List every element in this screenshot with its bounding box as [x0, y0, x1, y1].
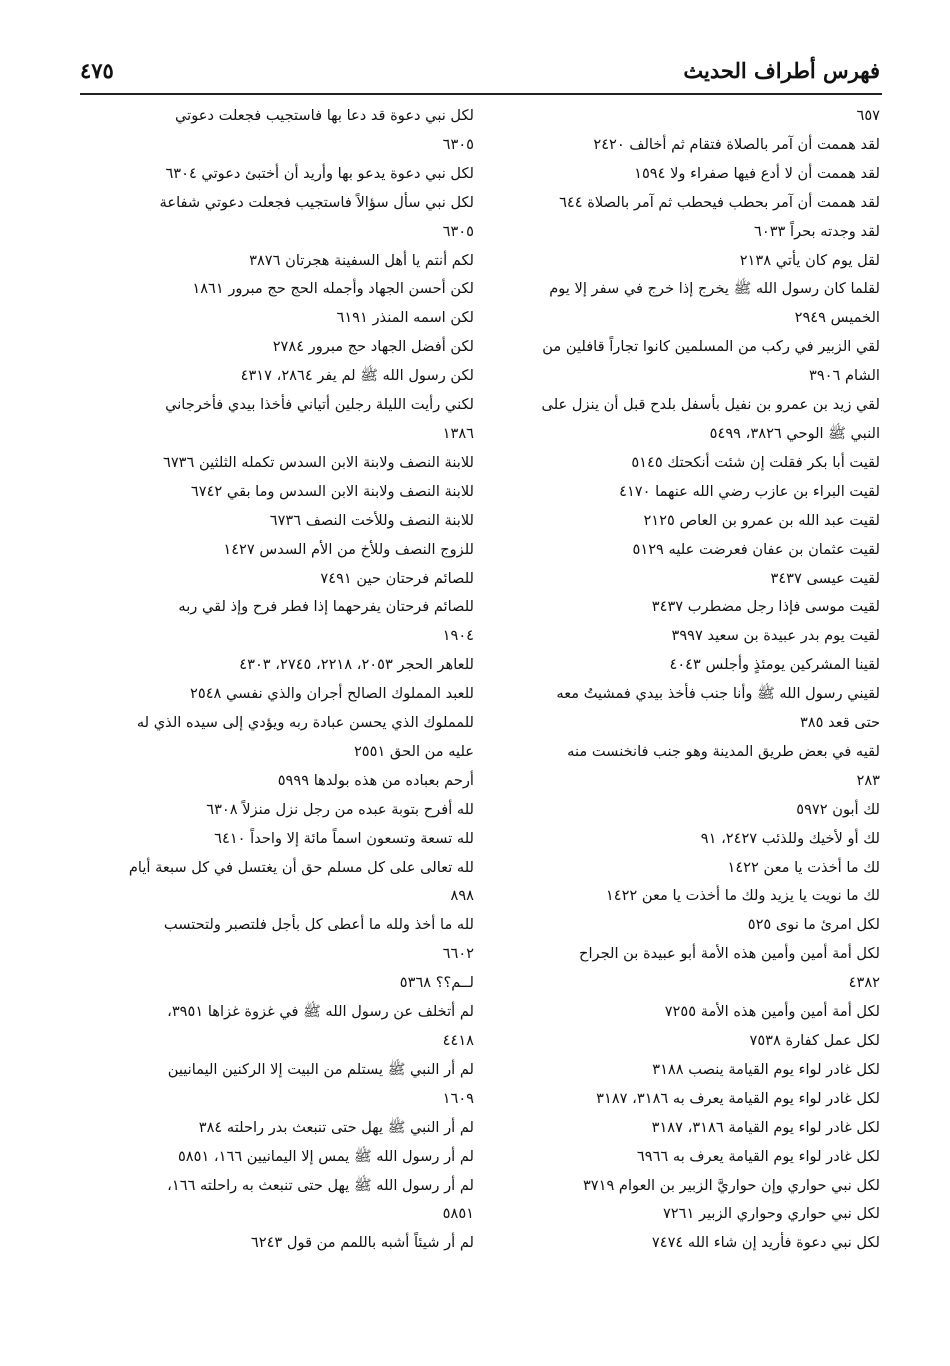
index-entry-line: ٢٨٣	[856, 771, 880, 789]
right-column-entries	[496, 102, 880, 1258]
index-entry-line: ٦٣٠٥	[442, 135, 474, 153]
index-entry-line: لقيت عيسى ٣٤٣٧	[770, 569, 880, 587]
index-entry-line: لك أو لأخيك وللذئب ٢٤٢٧، ٩١	[700, 829, 880, 847]
index-entry-line: لكن رسول الله ﷺ لم يفر ٢٨٦٤، ٤٣١٧	[240, 367, 474, 385]
index-entry-line: لكل أمة أمين وأمين هذه الأمة ٧٢٥٥	[664, 1003, 880, 1021]
index-entry-line: لقيت عثمان بن عفان فعرضت عليه ٥١٢٩	[632, 540, 880, 558]
index-entry-line: لك أبون ٥٩٧٢	[796, 800, 880, 818]
index-entry-line: لقيه في بعض طريق المدينة وهو جنب فانخنست منه	[567, 742, 880, 760]
index-entry-line: لقي زيد بن عمرو بن نفيل بأسفل بلدح قبل أن ينزل على	[541, 396, 880, 414]
index-entry-line: لله أفرح بتوبة عبده من رجل نزل منزلاً ٦٣٠٨	[206, 800, 474, 818]
index-entry-line: لم أر شيئاً أشبه باللمم من قول ٦٢٤٣	[250, 1234, 474, 1252]
right-column	[496, 102, 880, 1258]
index-entry-line: حتى قعد ٣٨٥	[799, 714, 880, 732]
index-entry-line: ١٦٠٩	[442, 1089, 474, 1107]
index-entry-line: أرحم بعباده من هذه بولدها ٥٩٩٩	[277, 771, 474, 789]
index-entry-line: لكن اسمه المنذر ٦١٩١	[336, 309, 474, 327]
index-entry-line: لم أر النبي ﷺ يستلم من البيت إلا الركنين اليمانيين	[167, 1060, 474, 1078]
index-entry-line: لم أر النبي ﷺ يهل حتى تنبعث بدر راحلته ٣٨٤	[198, 1118, 474, 1136]
index-entry-line: لــم؟؟ ٥٣٦٨	[399, 974, 474, 992]
index-entry-line: لقيت البراء بن عازب رضي الله عنهما ٤١٧٠	[619, 482, 880, 500]
index-entry-line: لكل أمة أمين وأمين هذه الأمة أبو عبيدة بن الجراح	[579, 945, 880, 963]
index-entry-line: لقيت موسى فإذا رجل مضطرب ٣٤٣٧	[651, 598, 880, 616]
index-entry-line: ١٣٨٦	[442, 424, 474, 442]
index-entry-line: لكل غادر لواء يوم القيامة يعرف به ٦٩٦٦	[636, 1147, 880, 1165]
index-entry-line: لكل نبي دعوة يدعو بها وأريد أن أختبئ دعوتي ٦٣٠٤	[165, 164, 474, 182]
index-entry-line: لقد وجدته بحراً ٦٠٣٣	[754, 222, 880, 240]
index-entry-line: لك ما أخذت يا معن ١٤٢٢	[727, 858, 880, 876]
index-entry-line: للصائم فرحتان يفرحهما إذا فطر فرح وإذ لقي ربه	[178, 598, 474, 616]
index-entry-line: ٦٦٠٢	[442, 945, 474, 963]
index-entry-line: ٤٣٨٢	[848, 974, 880, 992]
index-entry-line: لقيني رسول الله ﷺ وأنا جنب فأخذ بيدي فمشيتُ معه	[556, 685, 880, 703]
index-entry-line: ٦٥٧	[856, 107, 880, 124]
index-entry-line: للصائم فرحتان حين ٧٤٩١	[320, 569, 474, 587]
index-entry-line: لكن أحسن الجهاد وأجمله الحج حج مبرور ١٨٦١	[192, 280, 474, 298]
index-entry-line: للزوج النصف وللأخ من الأم السدس ١٤٢٧	[223, 540, 474, 558]
index-entry-line: لم أر رسول الله ﷺ يمس إلا اليمانيين ١٦٦، ٥٨٥١	[177, 1147, 474, 1165]
index-entry-line: لكل غادر لواء يوم القيامة ٣١٨٦، ٣١٨٧	[651, 1118, 880, 1136]
index-entry-line: لقينا المشركين يومئذٍ وأجلس ٤٠٤٣	[669, 656, 880, 674]
index-entry-line: لك ما نويت يا يزيد ولك ما أخذت يا معن ١٤٢٢	[605, 887, 880, 905]
page-number: ٤٧٥	[80, 58, 114, 83]
index-entry-line: لم أتخلف عن رسول الله ﷺ في غزوة غزاها ٣٩٥١،	[167, 1003, 474, 1021]
index-entry-line: لكل نبي دعوة فأريد إن شاء الله ٧٤٧٤	[651, 1234, 880, 1252]
index-entry-line: النبي ﷺ الوحي ٣٨٢٦، ٥٤٩٩	[709, 424, 880, 442]
index-entry-line: للعبد المملوك الصالح أجران والذي نفسي ٢٥٤٨	[190, 685, 474, 703]
index-entry-line: لقلما كان رسول الله ﷺ يخرج إذا خرج في سفر إلا يوم	[549, 280, 880, 298]
index-entry-line: للمملوك الذي يحسن عبادة ربه ويؤدي إلى سيده الذي له	[136, 714, 474, 732]
index-entry-line: للعاهر الحجر ٢٠٥٣، ٢٢١٨، ٢٧٤٥، ٤٣٠٣	[239, 656, 474, 674]
left-column-entries	[78, 102, 474, 1258]
index-entry-line: لقيت يوم بدر عبيدة بن سعيد ٣٩٩٧	[671, 627, 880, 645]
index-entry-line: لقل يوم كان يأتي ٢١٣٨	[739, 251, 880, 269]
index-entry-line: لقيت عبد الله بن عمرو بن العاص ٢١٢٥	[643, 511, 880, 529]
index-entry-line: لله ما أخذ ولله ما أعطى كل بأجل فلتصبر ولتحتسب	[163, 916, 474, 934]
index-entry-line: لقي الزبير في ركب من المسلمين كانوا تجاراً قافلين من	[542, 338, 880, 356]
index-entry-line: لقد هممت أن لا أدع فيها صفراء ولا ١٥٩٤	[634, 164, 880, 182]
index-entry-line: لقد هممت أن آمر بالصلاة فتقام ثم أخالف ٢٤٢٠	[593, 135, 880, 153]
index-entry-line: ٦٣٠٥	[442, 222, 474, 240]
index-entry-line: لكني رأيت الليلة رجلين أتياني فأخذا بيدي فأخرجاني	[165, 396, 474, 414]
index-entry-line: لكل غادر لواء يوم القيامة ينصب ٣١٨٨	[652, 1060, 880, 1078]
index-entry-line: لكل عمل كفارة ٧٥٣٨	[749, 1032, 880, 1049]
index-entry-line: لكم أنتم يا أهل السفينة هجرتان ٣٨٧٦	[249, 251, 474, 269]
index-entry-line: ٤٤١٨	[442, 1032, 474, 1049]
index-entry-line: الشام ٣٩٠٦	[808, 367, 880, 385]
index-entry-line: لكل نبي سأل سؤالاً فاستجيب فجعلت دعوتي شفاعة	[159, 193, 474, 211]
index-entry-line: لكن أفضل الجهاد حج مبرور ٢٧٨٤	[272, 338, 474, 356]
index-entry-line: لكل امرئ ما نوى ٥٢٥	[747, 916, 880, 934]
index-entry-line: لكل نبي دعوة قد دعا بها فاستجيب فجعلت دعوتي	[175, 107, 474, 124]
index-entry-line: لقد هممت أن آمر بحطب فيحطب ثم آمر بالصلاة ٦٤٤	[559, 193, 880, 211]
index-entry-line: ١٩٠٤	[442, 627, 474, 645]
index-entry-line: للابنة النصف وللأخت النصف ٦٧٣٦	[269, 511, 474, 529]
index-entry-line: الخميس ٢٩٤٩	[794, 309, 880, 327]
index-entry-line: لم أر رسول الله ﷺ يهل حتى تنبعث به راحلته ١٦٦،	[167, 1176, 474, 1194]
index-entry-line: لكل نبي حواري وإن حواريَّ الزبير بن العوام ٣٧١٩	[582, 1176, 880, 1194]
running-title: فهرس أطراف الحديث	[683, 58, 880, 83]
page-header	[80, 50, 880, 94]
header-rule	[80, 93, 882, 95]
index-entry-line: لكل غادر لواء يوم القيامة يعرف به ٣١٨٦، ٣١٨٧	[596, 1089, 880, 1107]
index-entry-line: ٨٩٨	[450, 887, 474, 905]
index-entry-line: للابنة النصف ولابنة الابن السدس تكمله الثلثين ٦٧٣٦	[162, 453, 474, 471]
index-entry-line: لكل نبي حواري وحواري الزبير ٧٢٦١	[662, 1205, 880, 1223]
index-entry-line: لله تسعة وتسعون اسماً مائة إلا واحداً ٦٤١٠	[214, 829, 474, 847]
index-entry-line: ٥٨٥١	[442, 1205, 474, 1223]
index-entry-line: لقيت أبا بكر فقلت إن شئت أنكحتك ٥١٤٥	[631, 453, 880, 471]
index-entry-line: عليه من الحق ٢٥٥١	[353, 742, 474, 760]
index-entry-line: لله تعالى على كل مسلم حق أن يغتسل في كل سبعة أيام	[128, 858, 474, 876]
index-entry-line: للابنة النصف ولابنة الابن السدس وما بقي ٦٧٤٢	[190, 482, 474, 500]
left-column	[78, 102, 474, 1258]
